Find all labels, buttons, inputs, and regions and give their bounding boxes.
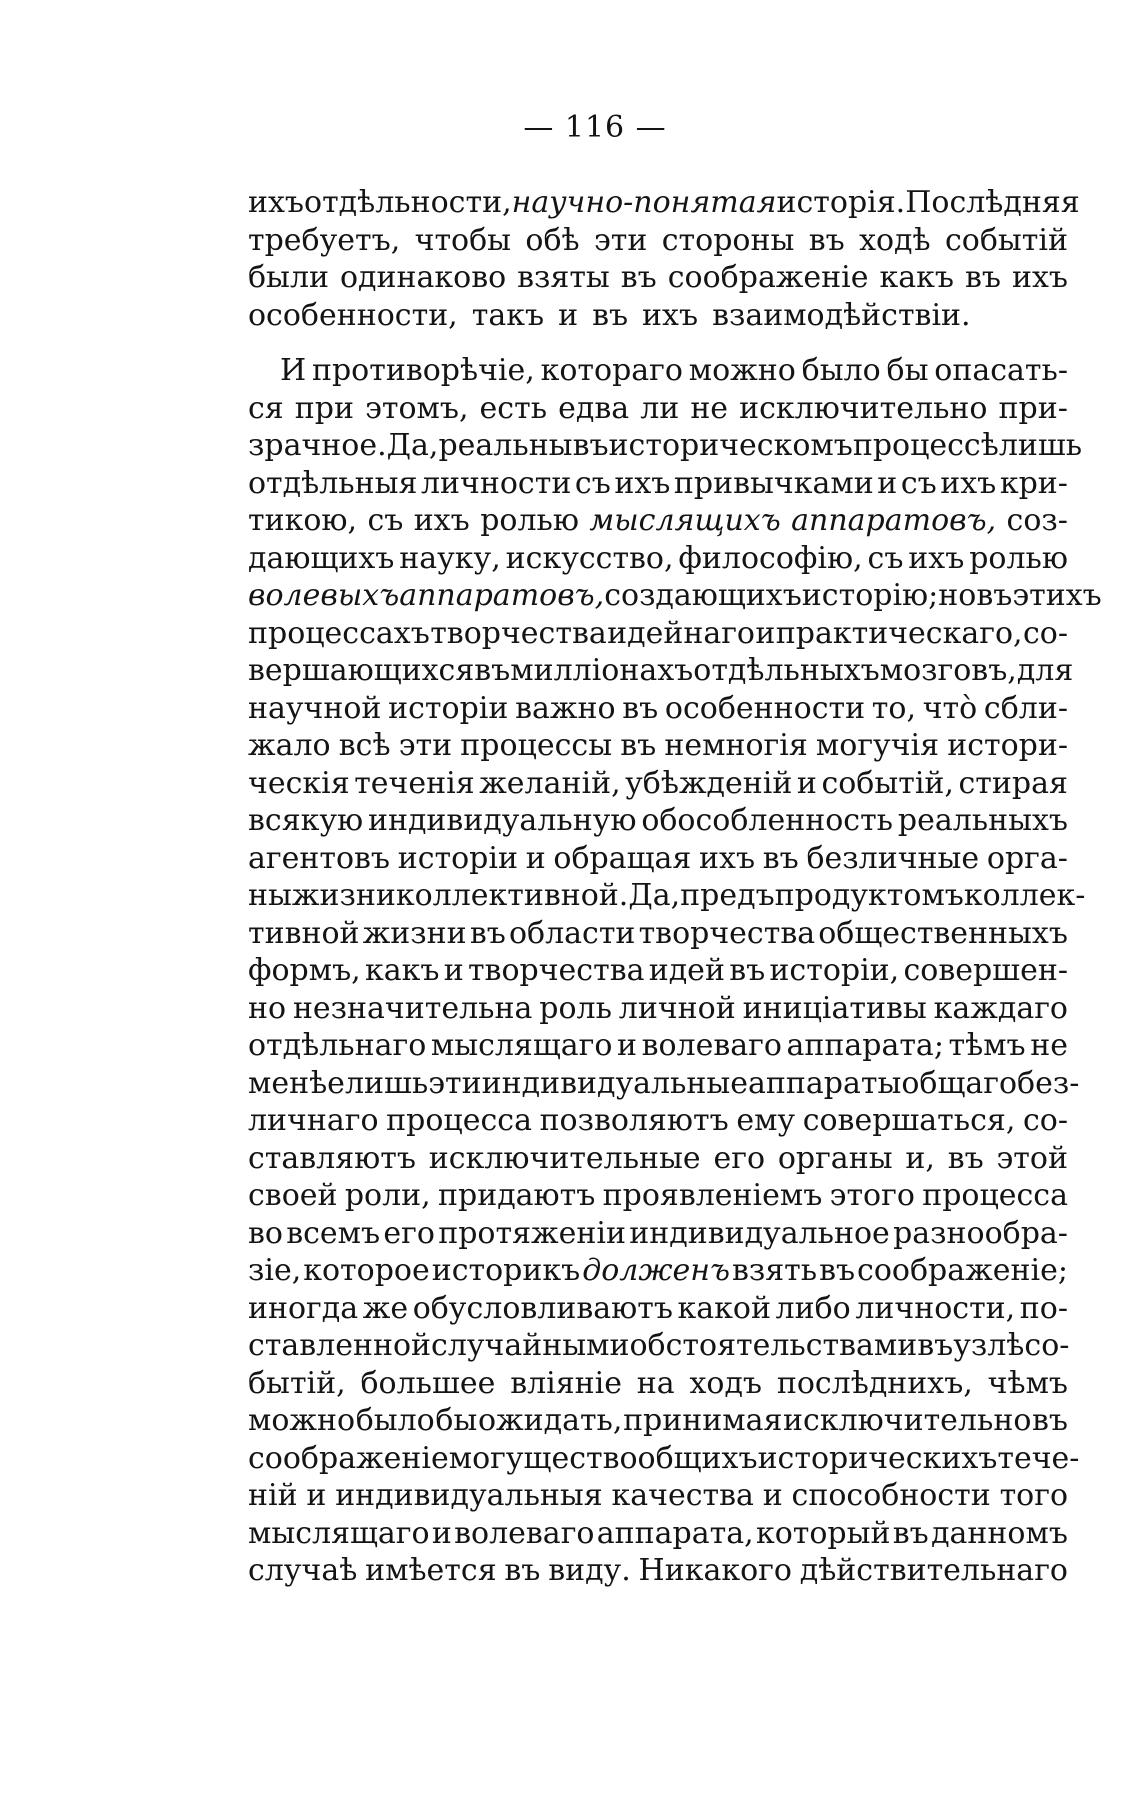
word: было	[355, 1403, 435, 1438]
text-line	[248, 877, 1086, 915]
word: исторіи	[388, 690, 509, 726]
word: общаго	[901, 1065, 1018, 1101]
text-line	[248, 259, 1068, 297]
word: и	[306, 1478, 327, 1513]
text-line	[248, 502, 1068, 540]
word: взять	[731, 1253, 818, 1288]
word: его	[383, 1215, 435, 1251]
word: отдѣльныхъ	[693, 653, 880, 688]
word: можно	[688, 353, 796, 388]
word: исторіи,	[769, 953, 900, 988]
word: историческихъ	[757, 1440, 998, 1476]
word: событій	[944, 222, 1068, 258]
word: творчества	[430, 615, 607, 651]
word: эти	[428, 1065, 482, 1101]
word: имѣется	[365, 1553, 497, 1588]
word: этихъ	[1012, 578, 1102, 613]
word: есть	[479, 390, 548, 426]
text-line	[248, 802, 1068, 840]
word: послѣднихъ,	[776, 1365, 973, 1401]
text-line	[248, 540, 1068, 578]
word: въ	[1032, 1403, 1068, 1438]
word: на	[636, 1365, 675, 1401]
word: въ	[917, 1328, 954, 1363]
word: волеваго	[641, 1028, 782, 1063]
word: индивидуальные	[481, 1065, 748, 1101]
text-line	[248, 615, 1068, 653]
word: ихъ	[413, 503, 470, 538]
word: личности,	[855, 1290, 1016, 1326]
word: ній	[248, 1478, 298, 1513]
text-line	[248, 1290, 1068, 1328]
word: процессѣ	[852, 428, 999, 463]
italic-word: мыслящихъ	[589, 503, 781, 538]
text-line	[248, 1102, 1068, 1140]
word: обращая	[553, 840, 692, 876]
word: обстоятельствами	[629, 1328, 918, 1363]
word: но	[938, 578, 977, 613]
word: того	[999, 1478, 1068, 1513]
word: индивидуальную	[367, 803, 637, 838]
word: который	[755, 1515, 891, 1551]
word: историкъ	[431, 1253, 581, 1288]
word: дѣйствительнаго	[799, 1553, 1068, 1588]
word: ихъ	[614, 465, 671, 501]
text-line	[248, 1402, 1068, 1440]
word: исключительно	[739, 390, 988, 426]
word: протяженіи	[438, 1215, 626, 1251]
word: исключительные	[428, 1140, 701, 1176]
word: зіе,	[248, 1253, 302, 1288]
word: совершен-	[903, 953, 1068, 988]
word: ихъ	[699, 840, 756, 876]
word: менѣе	[248, 1065, 345, 1101]
word: какой	[677, 1290, 771, 1326]
text-line	[248, 1477, 1068, 1515]
word: творчества	[638, 915, 816, 951]
word: без-	[1017, 1065, 1080, 1101]
word: отдѣльности,	[304, 185, 512, 220]
word: ихъ	[1011, 260, 1068, 295]
word: и	[558, 297, 579, 333]
word: Да,	[386, 428, 439, 463]
text-line	[248, 1552, 1068, 1590]
word: ролью	[480, 503, 579, 538]
word: особенности,	[248, 297, 458, 333]
text-line	[248, 652, 1074, 690]
word: этомъ,	[365, 390, 469, 426]
text-line	[248, 222, 1068, 260]
word: ставляютъ	[248, 1140, 416, 1176]
word: теченія	[354, 765, 475, 801]
text-line	[248, 1365, 1068, 1403]
word: придаютъ	[438, 1178, 596, 1213]
word: принимая	[623, 1403, 783, 1438]
word: практическаго,	[775, 615, 1023, 651]
word: историческомъ	[608, 428, 853, 463]
word: въ	[620, 260, 657, 295]
word: требуетъ,	[248, 222, 401, 258]
word: создающихъ	[604, 578, 802, 613]
word: аппарата,	[596, 1515, 754, 1551]
word: соображеніе	[248, 1440, 449, 1476]
word: отдѣльныя	[248, 465, 418, 501]
word: и	[877, 465, 898, 501]
text-line	[248, 915, 1068, 953]
word: и	[525, 840, 546, 876]
text-line	[248, 184, 1080, 222]
word: съ	[574, 465, 611, 501]
word: отдѣльнаго	[248, 1028, 427, 1063]
word: способности	[791, 1478, 991, 1513]
text-line	[248, 465, 1068, 503]
word: своей	[248, 1178, 338, 1213]
word: личности	[420, 465, 572, 501]
text-line	[248, 952, 1068, 990]
word: въ	[892, 1515, 929, 1551]
word: творчества	[467, 953, 645, 988]
word: какъ	[879, 260, 954, 295]
word: лишь	[344, 1065, 429, 1101]
word: данномъ	[931, 1515, 1068, 1551]
word: проявленіемъ	[602, 1178, 823, 1213]
word: бы	[435, 1403, 478, 1438]
word: обѣ	[525, 222, 580, 258]
word: Послѣдняя	[905, 185, 1080, 220]
word: виду.	[548, 1553, 631, 1588]
text-line	[248, 990, 1068, 1028]
word: чтобы	[414, 222, 512, 258]
word: въ	[504, 1553, 541, 1588]
word: реальныхъ	[897, 803, 1068, 838]
text-line	[248, 1027, 1068, 1065]
page-number: — 116 —	[523, 110, 667, 145]
paragraph-2	[248, 352, 1102, 1590]
word: ходѣ	[859, 222, 931, 258]
word: такъ	[471, 297, 545, 333]
text-line	[248, 1177, 1068, 1215]
word: эти	[593, 222, 648, 258]
word: были	[248, 260, 329, 295]
word: индивидуальныя	[335, 1478, 603, 1513]
word: въ	[808, 222, 845, 258]
word: что̀	[922, 690, 978, 726]
word: безличные	[806, 840, 980, 876]
word: общихъ	[637, 1440, 758, 1476]
word: не	[1030, 1028, 1068, 1063]
word: обособленность	[641, 803, 894, 838]
word: роли,	[344, 1178, 431, 1213]
word: при-	[998, 390, 1068, 426]
word: и	[431, 1515, 452, 1551]
word: ходъ	[689, 1365, 763, 1401]
italic-word: научно-понятая	[511, 185, 777, 220]
word: истори-	[947, 728, 1068, 763]
text-line	[248, 297, 1068, 335]
word: бытій,	[248, 1365, 346, 1401]
text-line	[248, 1515, 1068, 1553]
word: въ	[819, 1253, 856, 1288]
text-line	[248, 1065, 1080, 1103]
word: орга-	[986, 840, 1068, 876]
word: въ	[622, 690, 659, 726]
word: ся	[248, 390, 284, 426]
word: и	[755, 615, 776, 651]
word: исторіи	[397, 840, 518, 876]
word: соз-	[1006, 503, 1068, 538]
word: аппараты	[748, 1065, 902, 1101]
word: со-	[1022, 1103, 1068, 1138]
word: немногія	[664, 728, 808, 763]
word: для	[1016, 653, 1074, 688]
word: милліонахъ	[510, 653, 694, 688]
word: убѣжденій	[625, 765, 793, 801]
word: какъ	[364, 953, 440, 988]
word: научной	[248, 690, 382, 726]
word: желаній,	[479, 765, 621, 801]
text-line	[248, 1252, 1068, 1290]
word: и	[617, 1028, 637, 1063]
word: продуктомъ	[774, 878, 964, 913]
word: аппарата;	[786, 1028, 944, 1063]
word: исключительно	[783, 1403, 1032, 1438]
word: чѣмъ	[987, 1365, 1068, 1401]
body-text	[248, 184, 1102, 1590]
word: въ	[620, 728, 657, 763]
word: И	[280, 353, 307, 388]
text-line	[248, 390, 1068, 428]
word: можно	[248, 1403, 356, 1438]
text-line	[248, 840, 1068, 878]
text-line	[248, 352, 1068, 390]
word: со-	[1022, 615, 1068, 651]
word: индивидуальное	[629, 1215, 890, 1251]
word: волеваго	[454, 1515, 595, 1551]
word: ихъ	[940, 465, 997, 501]
word: но	[248, 990, 287, 1026]
word: всѣ	[338, 728, 391, 763]
word: мозговъ,	[879, 653, 1017, 688]
word: органы	[777, 1140, 893, 1176]
word: большее	[360, 1365, 496, 1401]
word: въ	[474, 653, 511, 688]
word: могучія	[815, 728, 940, 763]
word: Да,	[628, 878, 681, 913]
word: опасать-	[934, 353, 1068, 388]
word: было	[801, 353, 881, 388]
word: и	[443, 953, 464, 988]
word: ли	[640, 390, 680, 426]
word: иногда	[248, 1290, 359, 1326]
word: ему	[736, 1103, 796, 1138]
word: въ	[729, 953, 766, 988]
word: мыслящаго	[248, 1515, 430, 1551]
word: въ	[572, 428, 609, 463]
text-line	[248, 1215, 1068, 1253]
word: не	[690, 390, 729, 426]
word: ческія	[248, 765, 350, 801]
word: важно	[515, 690, 616, 726]
word: же	[362, 1290, 409, 1326]
word: всякую	[248, 803, 364, 838]
text-line	[248, 1327, 1068, 1365]
word: едва	[558, 390, 630, 426]
word: взяты	[517, 260, 610, 295]
word: позволяютъ	[539, 1103, 729, 1138]
word: и	[762, 1478, 783, 1513]
word: этой	[996, 1140, 1068, 1176]
word: котораго	[540, 353, 683, 388]
word: и,	[905, 1140, 935, 1176]
word: ставленной	[248, 1328, 432, 1363]
word: исторія.	[776, 185, 906, 220]
word: жизни	[362, 915, 467, 951]
word: процесса	[386, 1103, 532, 1138]
word: тече-	[997, 1440, 1080, 1476]
word: въ	[469, 915, 506, 951]
word: этого	[829, 1178, 915, 1213]
text-line	[248, 577, 1102, 615]
word: философію,	[678, 540, 863, 576]
word: одинаково	[339, 260, 507, 295]
word: качества	[611, 1478, 754, 1513]
word: жизни	[291, 878, 396, 913]
word: въ	[762, 840, 799, 876]
word: общественныхъ	[818, 915, 1068, 951]
word: съ	[867, 540, 904, 576]
word: тикою,	[248, 503, 358, 538]
word: эти	[398, 728, 453, 763]
word: событій,	[821, 765, 954, 801]
word: бы	[886, 353, 929, 388]
word: могущество	[448, 1440, 638, 1476]
text-line	[248, 765, 1068, 803]
word: коллек-	[963, 878, 1086, 913]
word: ролью	[969, 540, 1068, 576]
word: случайными	[431, 1328, 630, 1363]
word: дающихъ	[248, 540, 395, 576]
word: всемъ	[286, 1215, 381, 1251]
paragraph-1	[248, 184, 1080, 334]
word: вершающихся	[248, 653, 475, 688]
word: совершаться,	[802, 1103, 1016, 1138]
word: тѣмъ	[948, 1028, 1026, 1063]
word: каждаго	[933, 990, 1068, 1026]
word: со-	[1024, 1328, 1070, 1363]
text-line	[248, 1440, 1080, 1478]
word: либо	[775, 1290, 851, 1326]
word: иниціативы	[742, 990, 927, 1026]
word: соображеніе	[667, 260, 869, 295]
word: во	[248, 1215, 283, 1251]
word: коллективной.	[395, 878, 629, 913]
word: области	[508, 915, 636, 951]
word: исторію;	[801, 578, 939, 613]
word: ихъ	[908, 540, 965, 576]
word: Никакого	[638, 1553, 792, 1588]
word: процессы	[460, 728, 613, 763]
word: въ	[592, 297, 629, 333]
word: стороны	[661, 222, 795, 258]
word: жало	[248, 728, 331, 763]
word: привычками	[673, 465, 874, 501]
text-line	[248, 427, 1083, 465]
word: тивной	[248, 915, 360, 951]
word: при	[294, 390, 354, 426]
word: случаѣ	[248, 1553, 358, 1588]
word: личнаго	[248, 1103, 379, 1138]
word: лишь	[998, 428, 1083, 463]
word: взаимодѣйствіи.	[712, 297, 971, 333]
word: вліяніе	[510, 1365, 622, 1401]
word: искусство,	[505, 540, 674, 576]
word: зрачное.	[248, 428, 387, 463]
word: которое	[303, 1253, 430, 1288]
word: роль	[539, 990, 612, 1026]
text-line	[248, 690, 1068, 728]
word: сбли-	[983, 690, 1068, 726]
word: идейнаго	[607, 615, 755, 651]
word: предъ	[680, 878, 775, 913]
word: стирая	[958, 765, 1068, 801]
word: науку,	[399, 540, 501, 576]
word: по-	[1019, 1290, 1068, 1326]
word: мыслящаго	[430, 1028, 613, 1063]
word: процесса	[922, 1178, 1068, 1213]
word: идей	[648, 953, 725, 988]
italic-word: аппаратовъ,	[791, 503, 997, 538]
word: личной	[618, 990, 736, 1026]
word: противорѣчіе,	[311, 353, 535, 388]
word: обусловливаютъ	[412, 1290, 673, 1326]
word: въ	[947, 1140, 984, 1176]
word: съ	[367, 503, 404, 538]
word: ожидать,	[477, 1403, 623, 1438]
word: его	[713, 1140, 766, 1176]
word: незначительна	[292, 990, 533, 1026]
word: въ	[976, 578, 1013, 613]
text-line	[248, 727, 1068, 765]
word: съ	[900, 465, 937, 501]
word: процессахъ	[248, 615, 430, 651]
word: формъ,	[248, 953, 361, 988]
word: и	[796, 765, 817, 801]
word: соображеніе;	[857, 1253, 1068, 1288]
italic-word: волевыхъ	[248, 578, 400, 613]
word: ны	[248, 878, 292, 913]
text-line	[248, 1140, 1068, 1178]
word: особенности	[664, 690, 866, 726]
word: то,	[871, 690, 916, 726]
word: въ	[964, 260, 1001, 295]
word: реальны	[438, 428, 573, 463]
word: агентовъ	[248, 840, 390, 876]
word: разнообра-	[893, 1215, 1068, 1251]
italic-word: долженъ	[582, 1253, 730, 1288]
word: ихъ	[642, 297, 699, 333]
word: узлѣ	[953, 1328, 1025, 1363]
word: ихъ	[248, 185, 305, 220]
italic-word: аппаратовъ,	[399, 578, 605, 613]
word: кри-	[999, 465, 1068, 501]
